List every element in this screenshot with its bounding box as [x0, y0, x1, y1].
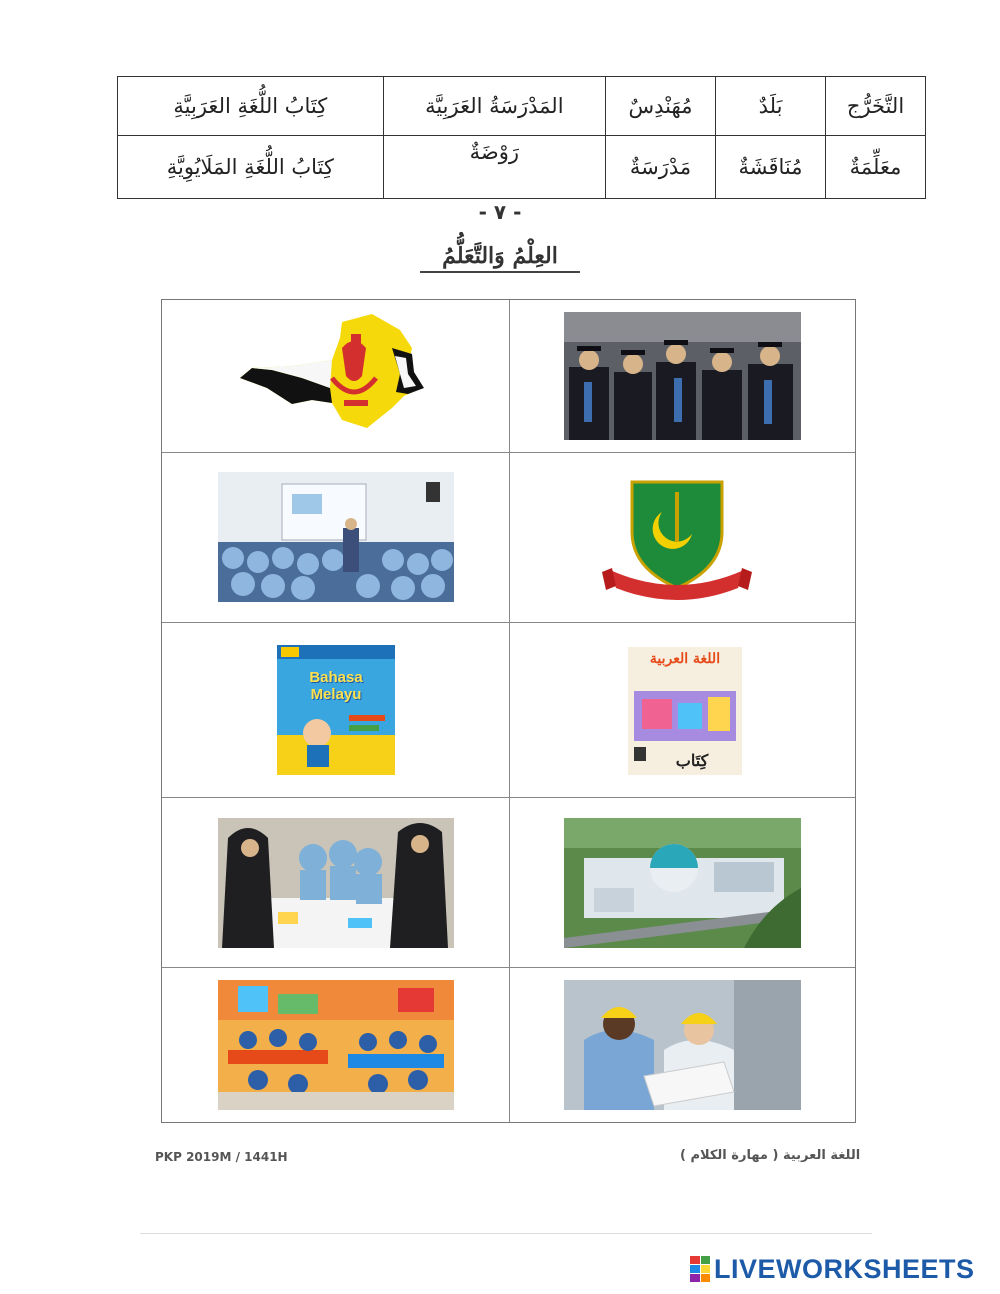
grid-divider [162, 452, 855, 453]
liveworksheets-icon [690, 1256, 710, 1282]
engineers-picture [564, 980, 801, 1110]
word-engineer: مُهَنْدِسٌ [606, 77, 716, 136]
word-teacher: معَلِّمَةٌ [826, 136, 926, 199]
vocabulary-row-2 [118, 136, 926, 199]
graduation-ceremony-picture [564, 312, 801, 440]
liveworksheets-brand-name: LIVEWORKSHEETS [714, 1253, 975, 1284]
school-crest-picture [602, 472, 752, 607]
footer-code: PKP 2019M / 1441H [155, 1150, 288, 1164]
arabic-book-title: اللغة العربية [649, 651, 721, 667]
page-edge-line [140, 1233, 872, 1234]
word-arabic-school: المَدْرَسَةُ العَرَبِيَّة [383, 77, 605, 136]
grid-divider [162, 622, 855, 623]
malay-book-picture [277, 645, 395, 775]
word-discussion: مُنَاقَشَةٌ [715, 136, 825, 199]
word-school: مَدْرَسَةٌ [606, 136, 716, 199]
footer-subject: اللغة العربية ( مهارة الكلام ) [680, 1148, 861, 1163]
arabic-book-subtitle: كِتَاب [675, 751, 709, 770]
arabic-book-picture [628, 647, 742, 775]
brunei-flag-map-picture [232, 308, 442, 440]
kindergarten-picture [218, 980, 454, 1110]
group-discussion-picture [218, 818, 454, 948]
sheet-title: العِلْمُ وَالتَّعَلُّمُ [420, 243, 580, 273]
classroom-picture [218, 472, 454, 602]
grid-divider [509, 300, 510, 1122]
vocabulary-table [117, 76, 926, 199]
vocabulary-row-1 [118, 77, 926, 136]
grid-divider [162, 797, 855, 798]
word-malay-book: كِتَابُ اللُّغَةِ المَلَايُوِيَّةِ [118, 136, 384, 199]
word-kindergarten: رَوْضَةٌ [383, 136, 605, 199]
word-arabic-book: كِتَابُ اللُّغَةِ العَرَبِيَّةِ [118, 77, 384, 136]
malay-book-title: Bahasa Melayu [309, 669, 363, 703]
word-graduation: التَّخَرُّج [826, 77, 926, 136]
liveworksheets-logo[interactable] [690, 1252, 975, 1286]
word-country: بَلَدٌ [715, 77, 825, 136]
picture-grid [161, 299, 856, 1123]
arabic-school-building-picture [564, 818, 801, 948]
page-number: - ٧ - [478, 200, 522, 224]
grid-divider [162, 967, 855, 968]
